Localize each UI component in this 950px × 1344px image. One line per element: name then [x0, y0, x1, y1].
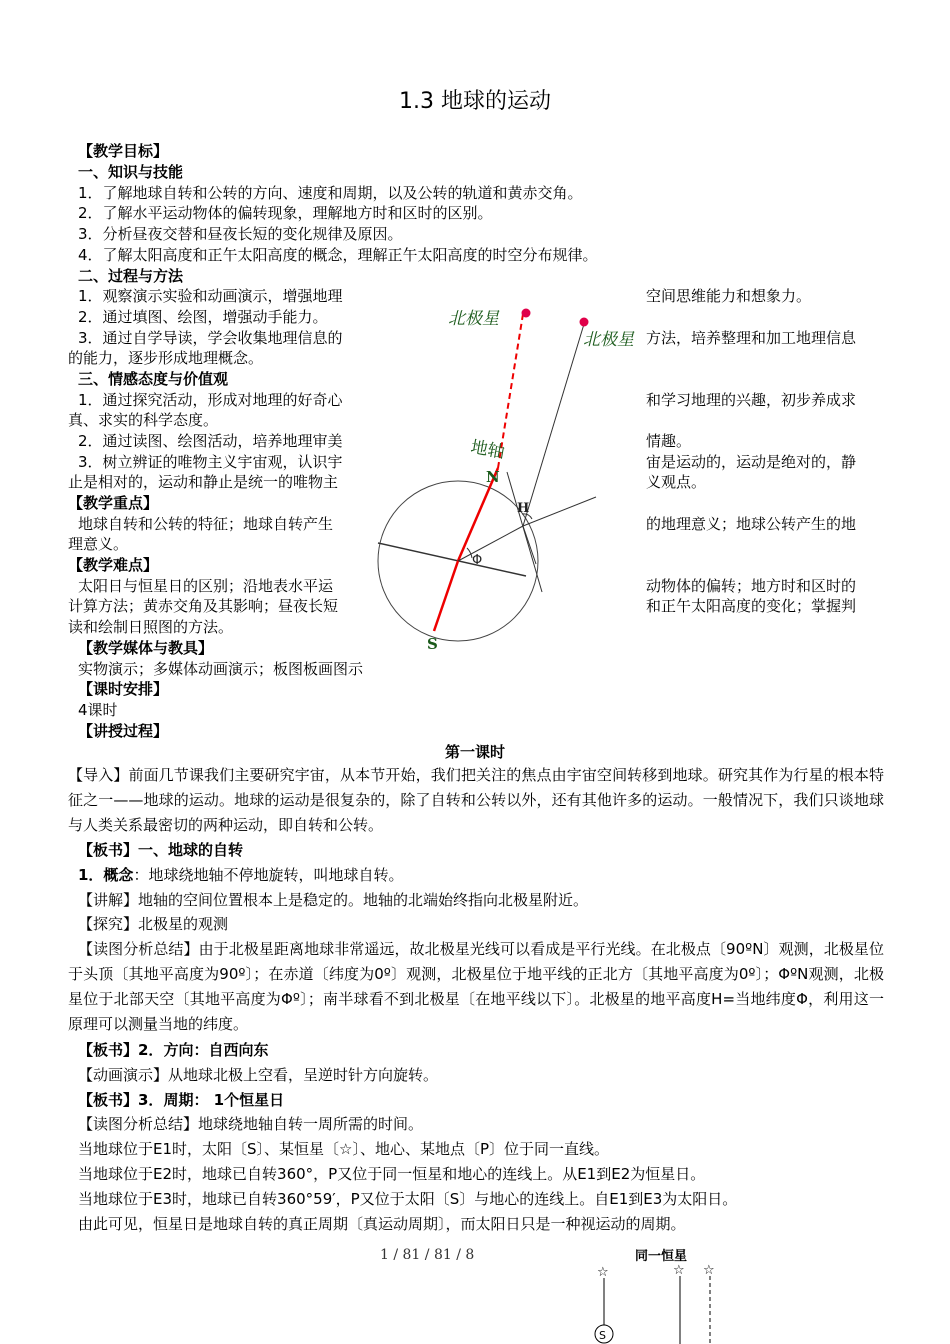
- animation-line: 【动画演示】从地球北极上空看，呈逆时针方向旋转。: [78, 1066, 439, 1084]
- objective-item: 1．通过探究活动，形成对地理的好奇心: [78, 391, 343, 409]
- same-star-label: 同一恒星: [635, 1249, 688, 1264]
- star-icon: ☆: [673, 1263, 685, 1278]
- star-icon: ☆: [703, 1263, 715, 1278]
- concept-text: ：地球绕地轴不停地旋转，叫地球自转。: [133, 866, 404, 884]
- objective-item: 4．了解太阳高度和正午太阳高度的概念，理解正午太阳高度的时空分布规律。: [78, 246, 598, 264]
- south-label: S: [427, 635, 438, 653]
- analysis-paragraph: 【读图分析总结】由于北极星距离地球非常遥远，故北极星光线可以看成是平行光线。在北极点〔90ºN〕观测，北极星位于头顶〔其地平高度为90º〕；在赤道〔纬度为0º〕观测，北极星位于地平线的正北方〔其地平高度为0º〕；ΦºN观测，北极星位于北部天空〔其地平高度为Φº〕；南半球看不到北极星〔在地平线以下〕。北极星的地平高度H=当地纬度Φ，利用这一原理可以测量当地的纬度。: [68, 940, 884, 1033]
- sidereal-day-diagram: [580, 1240, 730, 1344]
- explain-line: 【讲解】地轴的空间位置根本上是稳定的。地轴的北端始终指向北极星附近。: [78, 891, 589, 909]
- keypoints-text: 理意义。: [68, 535, 129, 553]
- objective-item: 2．通过填图、绘图，增强动手能力。: [78, 308, 328, 326]
- process-heading: 【讲授过程】: [78, 722, 169, 740]
- objective-item: 2．了解水平运动物体的偏转现象，理解地方时和区时的区别。: [78, 204, 493, 222]
- section-process: 二、过程与方法: [78, 267, 184, 285]
- objective-item: 真、求实的科学态度。: [68, 411, 219, 429]
- difficulties-text: 动物体的偏转；地方时和区时的: [646, 577, 857, 595]
- board-heading: 【板书】一、地球的自转: [78, 841, 244, 859]
- media-heading: 【教学媒体与教具】: [78, 639, 214, 657]
- section-knowledge: 一、知识与技能: [78, 163, 184, 181]
- explore-line: 【探究】北极星的观测: [78, 915, 229, 933]
- axis-label: 地轴: [469, 437, 507, 463]
- objective-item: 1．了解地球自转和公转的方向、速度和周期，以及公转的轨道和黄赤交角。: [78, 184, 583, 202]
- e1-line: 当地球位于E1时，太阳〔S〕、某恒星〔☆〕、地心、某地点〔P〕位于同一直线。: [78, 1140, 610, 1158]
- polaris-label: 北极星: [448, 309, 499, 329]
- concept-line: [78, 865, 403, 885]
- conclusion-line: 由此可见，恒星日是地球自转的真正周期〔真运动周期〕，而太阳日只是一种视运动的周期。: [78, 1215, 686, 1233]
- local-vertical: [458, 526, 523, 561]
- objective-item: 义观点。: [646, 473, 707, 491]
- intro-paragraph: 【导入】前面几节课我们主要研究宇宙，从本节开始，我们把关注的焦点由宇宙空间转移到地球。研究其作为行星的根本特征之一——地球的运动。地球的运动是很复杂的，除了自转和公转以外，还有其他许多的运动。一般情况下，我们只谈地球与人类关系最密切的两种运动，即自转和公转。: [68, 766, 884, 834]
- earth-axis-south: [434, 561, 458, 631]
- page-title: 1.3 地球的运动: [399, 89, 551, 114]
- keypoints-heading: 【教学重点】: [68, 494, 159, 512]
- phi-label: Φ: [472, 553, 483, 568]
- star-icon: ☆: [597, 1265, 609, 1280]
- objective-item: 宙是运动的，运动是绝对的，静: [646, 453, 857, 471]
- tangent-line: [523, 526, 536, 564]
- north-label: N: [486, 468, 500, 486]
- objective-item: 方法，培养整理和加工地理信息: [646, 329, 857, 347]
- equator-line: [378, 543, 526, 576]
- e2-line: 当地球位于E2时，地球已自转360°，P又位于同一恒星和地心的连线上。从E1到E2为恒星日。: [78, 1165, 706, 1183]
- e3-line: 当地球位于E3时，地球已自转360°59′，P又位于太阳〔S〕与地心的连线上。自E1到E3为太阳日。: [78, 1190, 738, 1208]
- polaris-dot: [522, 309, 531, 318]
- objective-item: 情趣。: [646, 432, 692, 450]
- polaris-diagram: [372, 300, 640, 660]
- objective-item: 和学习地理的兴趣，初步养成求: [646, 391, 857, 409]
- polaris-ray: [523, 324, 584, 526]
- difficulties-heading: 【教学难点】: [68, 556, 159, 574]
- objective-item: 止是相对的，运动和静止是统一的唯物主: [68, 473, 339, 491]
- concept-label: 1．概念: [78, 866, 134, 884]
- keypoints-text: 地球自转和公转的特征；地球自转产生: [78, 515, 334, 533]
- lesson-title: 第一课时: [444, 743, 505, 761]
- board-heading: 【板书】3．周期： 1个恒星日: [78, 1091, 285, 1109]
- objective-item: 2．通过读图、绘图活动，培养地理审美: [78, 432, 343, 450]
- objective-item: 3．通过自学导读，学会收集地理信息的: [78, 329, 343, 347]
- analysis-line: 【读图分析总结】地球绕地轴自转一周所需的时间。: [78, 1115, 424, 1133]
- schedule-text: 4课时: [78, 701, 118, 719]
- polaris-label: 北极星: [583, 330, 634, 350]
- schedule-heading: 【课时安排】: [78, 680, 169, 698]
- polaris-dot: [580, 318, 589, 327]
- page-footer: 1 / 81 / 81 / 8: [380, 1247, 475, 1263]
- objective-item: 3．树立辨证的唯物主义宇宙观，认识宇: [78, 453, 343, 471]
- objective-item: 3．分析昼夜交替和昼夜长短的变化规律及原因。: [78, 225, 403, 243]
- section-attitude: 三、情感态度与价值观: [78, 370, 229, 388]
- board-heading: 【板书】2．方向：自西向东: [78, 1041, 269, 1059]
- difficulties-text: 计算方法；黄赤交角及其影响；昼夜长短: [68, 597, 339, 615]
- sun-label: S: [599, 1329, 606, 1342]
- difficulties-text: 和正午太阳高度的变化；掌握判: [646, 597, 857, 615]
- keypoints-text: 的地理意义；地球公转产生的地: [646, 515, 857, 533]
- h-label: H: [517, 501, 530, 516]
- media-text: 实物演示；多媒体动画演示；板图板画图示: [78, 660, 364, 678]
- horizon-ray: [523, 497, 596, 526]
- objective-item: 空间思维能力和想象力。: [646, 287, 812, 305]
- objective-item: 的能力，逐步形成地理概念。: [68, 349, 264, 367]
- difficulties-text: 太阳日与恒星日的区别；沿地表水平运: [78, 577, 334, 595]
- objectives-heading: 【教学目标】: [78, 142, 169, 160]
- difficulties-text: 读和绘制日照图的方法。: [68, 618, 234, 636]
- objective-item: 1．观察演示实验和动画演示，增强地理: [78, 287, 343, 305]
